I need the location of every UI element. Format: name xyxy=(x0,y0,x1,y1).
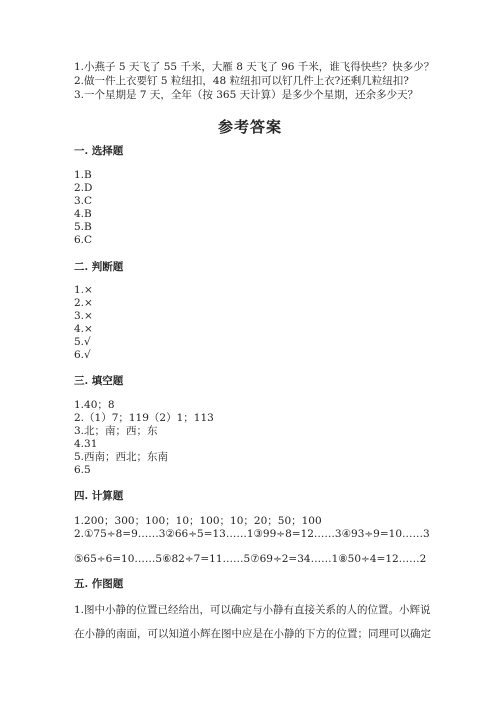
answer-item: 3.C xyxy=(74,195,93,207)
answer-item: 3.× xyxy=(74,310,93,322)
answer-item: 6.5 xyxy=(74,464,91,476)
answers-title: 参考答案 xyxy=(217,118,282,136)
section-heading-draw: 五. 作图题 xyxy=(74,578,124,590)
section-heading-calc: 四. 计算题 xyxy=(74,490,124,502)
question-2: 2.做一件上衣要钉 5 粒纽扣，48 粒纽扣可以钉几件上衣?还剩几粒纽扣? xyxy=(74,75,409,87)
answer-item: 6.C xyxy=(74,234,93,246)
answer-item: 2.（1）7；119（2）1；113 xyxy=(74,412,214,424)
answer-paragraph-line: 在小静的南面，可以知道小辉在图中应是在小静的下方的位置；同理可以确定 xyxy=(74,628,431,640)
answer-item: 1.× xyxy=(74,284,93,296)
question-3: 3.一个星期是 7 天，全年（按 365 天计算）是多少个星期，还余多少天？ xyxy=(74,89,419,101)
answer-item: 1.200；300；100；10；100；10；20；50；100 xyxy=(74,515,322,527)
question-1: 1.小燕子 5 天飞了 55 千米，大雁 8 天飞了 96 千米，谁飞得快些？快多少？ xyxy=(74,61,435,73)
answer-paragraph-line: 1.图中小静的位置已经给出，可以确定与小静有直接关系的人的位置。小辉说 xyxy=(74,604,431,616)
section-heading-fill: 三. 填空题 xyxy=(74,375,124,387)
answer-item: 2.× xyxy=(74,297,93,309)
answer-item: 4.B xyxy=(74,208,92,220)
answer-item: 3.北；南；西；东 xyxy=(74,425,158,437)
answer-item: 2.①75÷8=9……3②66÷5=13……1③99÷8=12……3④93÷9=10……3 xyxy=(74,528,430,540)
answer-item: 6.√ xyxy=(74,349,91,361)
answer-item: 5.B xyxy=(74,221,92,233)
answer-item: 1.B xyxy=(74,169,92,181)
answer-item: 4.× xyxy=(74,323,93,335)
section-heading-choice: 一. 选择题 xyxy=(74,145,124,157)
answer-item: 1.40；8 xyxy=(74,399,115,411)
answer-item: 5.√ xyxy=(74,336,91,348)
answer-item: 2.D xyxy=(74,182,93,194)
answer-item: ⑤65÷6=10……5⑥82÷7=11……5⑦69÷2=34……1⑧50÷4=12……2 xyxy=(74,553,427,565)
answer-item: 4.31 xyxy=(74,438,98,450)
section-heading-judge: 二. 判断题 xyxy=(74,261,124,273)
answer-item: 5.西南；西北；东南 xyxy=(74,451,169,463)
